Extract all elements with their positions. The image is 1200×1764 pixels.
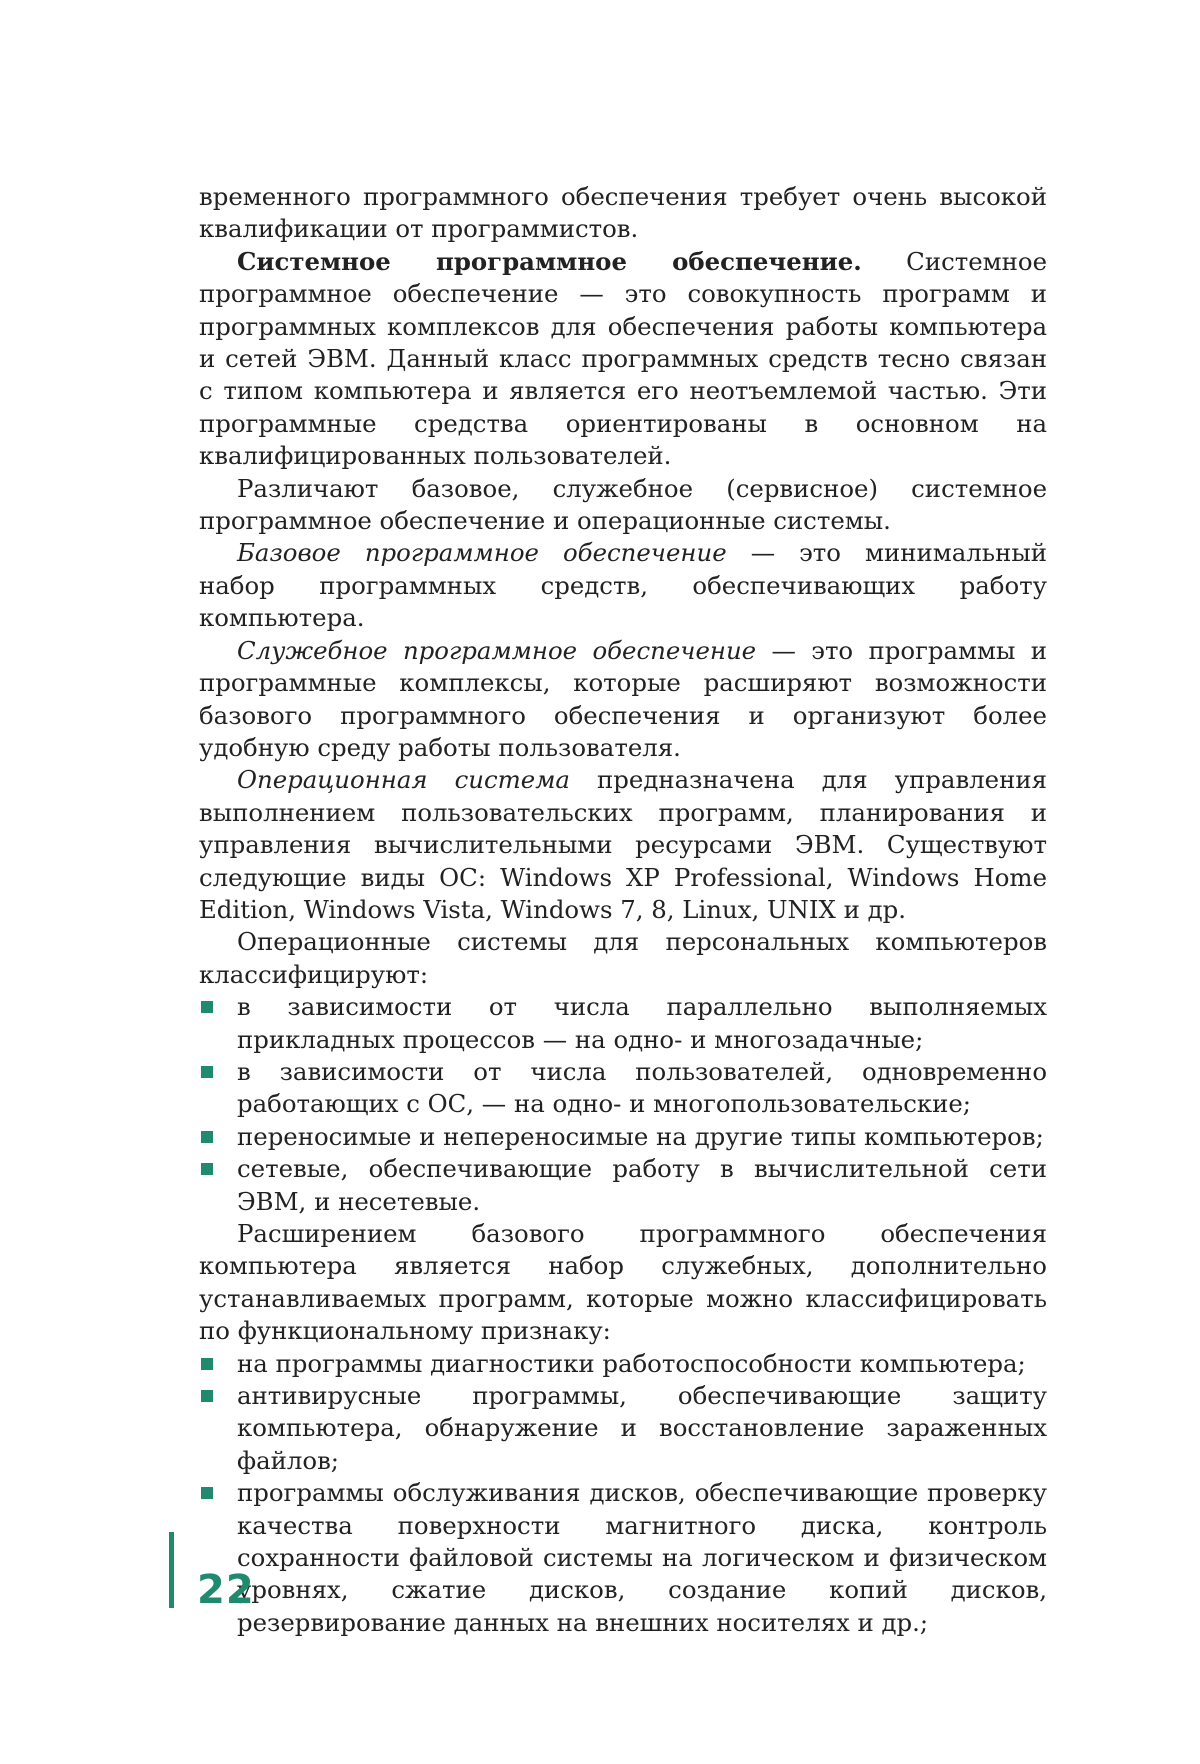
page-body — [199, 181, 1047, 1639]
list-item — [199, 991, 1047, 1056]
square-bullet-icon — [201, 1131, 213, 1143]
page-number: 22 — [197, 1567, 255, 1613]
utility-software-list — [199, 1348, 1047, 1640]
paragraph-service-software — [199, 635, 1047, 765]
list-item-text: в зависимости от числа пользователей, одновременно работающих с ОС, — на одно- и многопользовательские; — [237, 1056, 1047, 1119]
square-bullet-icon — [201, 1163, 213, 1175]
list-item — [199, 1477, 1047, 1639]
paragraph-utility-software: Расширением базового программного обеспечения компьютера является набор служебных, дополнительно устанавливаемых программ, которые можно классифицировать по функциональному признаку: — [199, 1219, 1047, 1346]
list-item — [199, 1348, 1047, 1380]
list-item-text: в зависимости от числа параллельно выполняемых прикладных процессов — на одно- и многозадачные; — [237, 992, 1047, 1054]
square-bullet-icon — [201, 1358, 213, 1370]
term-service-software: Служебное программное обеспечение — [237, 635, 757, 665]
paragraph-operating-system — [199, 764, 1047, 926]
square-bullet-icon — [201, 1001, 213, 1013]
paragraph-system-software — [199, 246, 1047, 473]
list-item — [199, 1056, 1047, 1121]
term-base-software: Базовое программное обеспечение — [237, 538, 727, 568]
list-item — [199, 1121, 1047, 1153]
paragraph-base-software — [199, 537, 1047, 634]
paragraph-text: — это минимальный набор программных средств, обеспечивающих работу компьютера. — [199, 538, 1048, 633]
term-operating-system: Операционная система — [237, 765, 570, 795]
list-item-text: сетевые, обеспечивающие работу в вычислительной сети ЭВМ, и несетевые. — [237, 1154, 1047, 1216]
list-item — [199, 1380, 1047, 1477]
list-item-text: переносимые и непереносимые на другие типы компьютеров; — [237, 1121, 1044, 1151]
square-bullet-icon — [201, 1487, 213, 1499]
page-number-rule — [169, 1532, 174, 1608]
paragraph-types: Различают базовое, служебное (сервисное) системное программное обеспечение и операционные системы. — [199, 473, 1047, 536]
list-item-text: на программы диагностики работоспособности компьютера; — [237, 1348, 1026, 1378]
paragraph-text: Системное программное обеспечение — это совокупность программ и программных комплексов для обеспечения работы компьютера и сетей ЭВМ. Данный класс программных средств тесно связан с типом компьютера и является его неотъемлемой частью. Эти программные средства ориентированы в основном на квалифицированных пользователей. — [199, 246, 1048, 471]
square-bullet-icon — [201, 1390, 213, 1402]
section-heading: Системное программное обеспечение. — [237, 246, 862, 276]
paragraph-text: предназначена для управления выполнением пользовательских программ, планирования и управления вычислительными ресурсами ЭВМ. Существуют следующие виды ОС: Windows XP Professional, Windows Home Edition, Windows Vista, Windows 7, 8, Linux, UNIX и др. — [199, 765, 1048, 924]
square-bullet-icon — [201, 1066, 213, 1078]
paragraph-continuation: временного программного обеспечения требует очень высокой квалификации от программистов. — [199, 182, 1047, 244]
paragraph-os-classification: Операционные системы для персональных компьютеров классифицируют: — [199, 927, 1047, 989]
os-classification-list — [199, 991, 1047, 1218]
list-item-text: программы обслуживания дисков, обеспечивающие проверку качества поверхности магнитного диска, контроль сохранности файловой системы на логическом и физическом уровнях, сжатие дисков, создание копий дисков, резервирование данных на внешних носителях и др.; — [237, 1478, 1047, 1637]
list-item-text: антивирусные программы, обеспечивающие защиту компьютера, обнаружение и восстановление зараженных файлов; — [237, 1381, 1047, 1475]
paragraph-text: — это программы и программные комплексы, которые расширяют возможности базового программного обеспечения и организуют более удобную среду работы пользователя. — [199, 635, 1048, 762]
list-item — [199, 1153, 1047, 1218]
